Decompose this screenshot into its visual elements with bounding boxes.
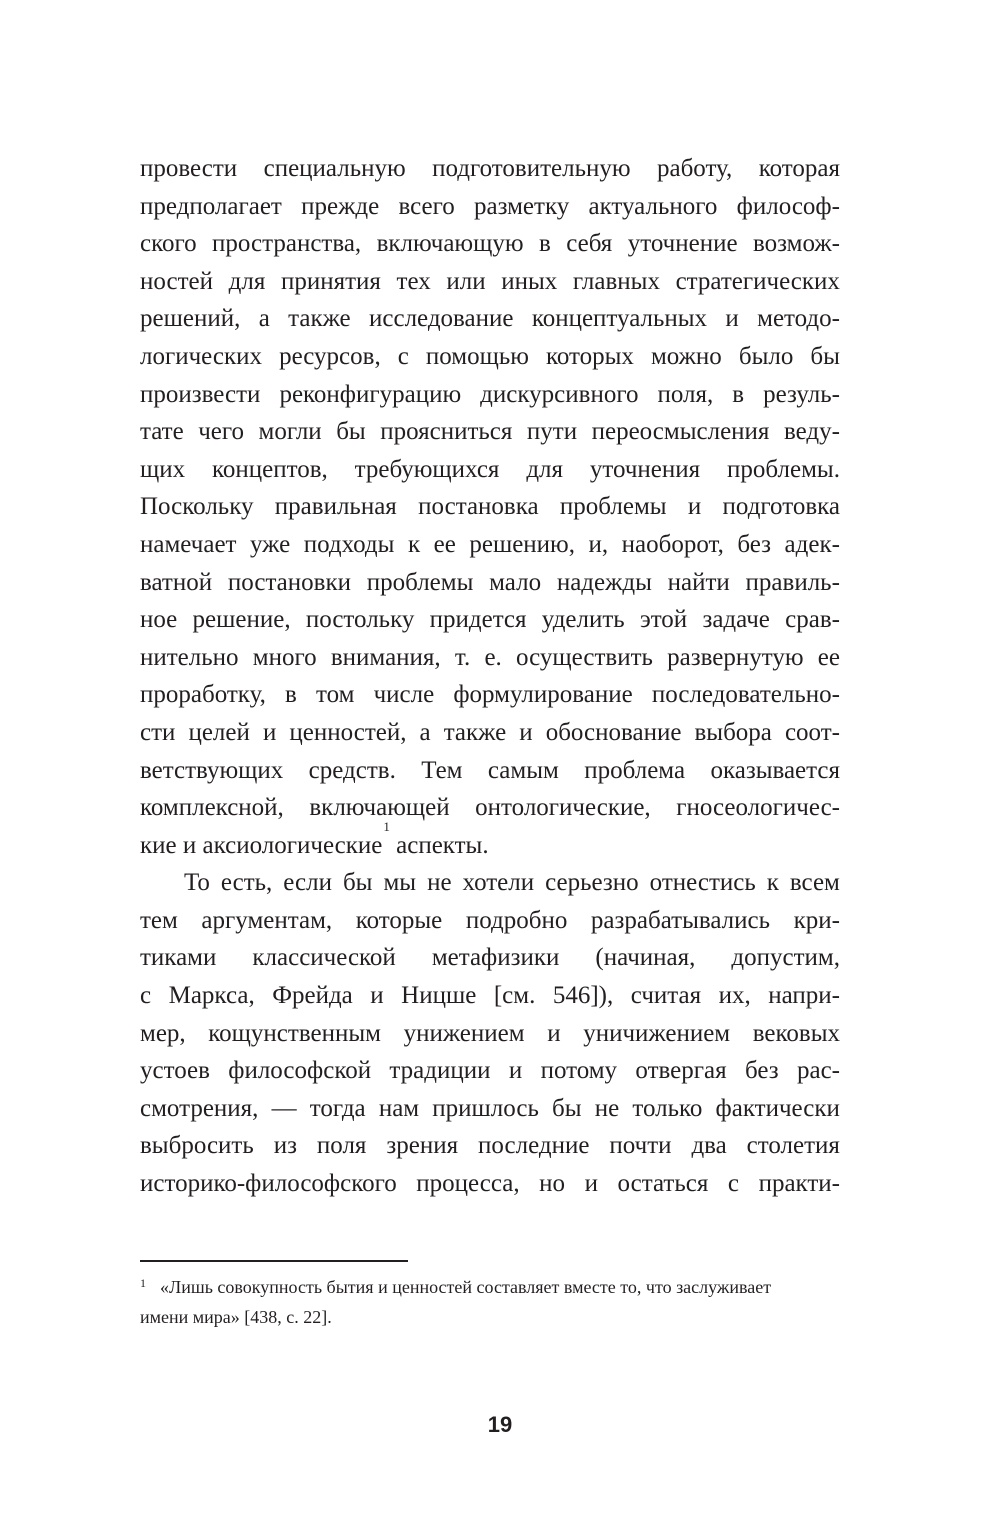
word: себя — [566, 230, 613, 258]
word: ностей — [140, 267, 213, 295]
word: бы — [552, 1094, 582, 1122]
word: осуществить — [516, 643, 653, 671]
word: и, — [588, 530, 609, 558]
main-text — [140, 150, 840, 1203]
word: щих — [140, 455, 186, 483]
word: потому — [540, 1057, 618, 1085]
word: последние — [478, 1132, 590, 1160]
word: срав- — [785, 606, 840, 634]
word: тех — [396, 267, 431, 295]
word: столетия — [746, 1132, 840, 1160]
word: Поскольку — [140, 493, 254, 521]
text-line — [140, 188, 840, 226]
word: решению, — [469, 530, 575, 558]
word: бы — [810, 342, 840, 370]
word: резуль- — [763, 380, 840, 408]
word: ватной — [140, 568, 213, 596]
word: средств. — [308, 756, 396, 784]
word: устоев — [140, 1057, 210, 1085]
word: 546]), — [552, 982, 614, 1010]
word: надежды — [556, 568, 652, 596]
word: в — [538, 230, 551, 258]
word: и — [547, 1019, 561, 1047]
word: формулирование — [453, 681, 633, 709]
text-line — [140, 451, 840, 489]
word: историко-философского — [140, 1170, 397, 1198]
word: которая — [758, 155, 840, 182]
word: уже — [249, 530, 291, 558]
word: задаче — [702, 606, 770, 634]
word: к — [766, 869, 779, 897]
word: главных — [572, 267, 660, 295]
word: постольку — [305, 606, 415, 634]
text-line — [140, 338, 840, 376]
word: онтологические, — [475, 794, 651, 822]
word: том — [315, 681, 355, 709]
text-line — [140, 564, 840, 602]
text-line — [140, 1090, 840, 1128]
word: логических — [140, 342, 263, 370]
word: процесса, — [416, 1170, 520, 1198]
word: отвергая — [635, 1057, 727, 1085]
word: решение, — [192, 606, 291, 634]
word: пришлось — [432, 1094, 539, 1122]
footnote-content — [140, 1273, 771, 1303]
footnote-text: «Лишь совокупность бытия и ценностей составляет вместе то, что заслуживает — [160, 1277, 772, 1297]
word: мало — [489, 568, 542, 596]
word: всего — [398, 192, 455, 220]
word: а — [419, 718, 431, 746]
word: и — [687, 493, 702, 521]
word: переосмысления — [591, 418, 770, 446]
word: гносеологичес- — [676, 794, 840, 822]
word: тиками — [140, 944, 217, 972]
text-line — [140, 413, 840, 451]
word: аргументам, — [201, 906, 333, 934]
text-line — [140, 714, 840, 752]
word: можно — [650, 342, 722, 370]
word: смотрения, — [140, 1094, 259, 1122]
word: считая — [630, 982, 702, 1010]
text-line — [140, 300, 840, 338]
word: два — [691, 1132, 727, 1160]
word: концептуальных — [531, 305, 708, 333]
page-number: 19 — [487, 1412, 513, 1437]
word: подробно — [465, 906, 568, 934]
word: последовательно- — [651, 681, 840, 709]
word: подходы — [303, 530, 395, 558]
word: рас- — [796, 1057, 840, 1085]
word: и — [262, 718, 277, 746]
word: если — [283, 869, 332, 897]
word: отнестись — [649, 869, 756, 897]
text-fragment: аспекты. — [396, 831, 489, 859]
text-line — [140, 376, 840, 414]
word: а — [258, 305, 270, 333]
word: в — [285, 681, 297, 709]
word: ветствующих — [140, 756, 284, 784]
word: проблемы — [366, 568, 474, 596]
footnote-separator — [140, 1260, 408, 1262]
word: мер, — [140, 1019, 186, 1047]
word: реконфигурацию — [279, 380, 462, 408]
word: развернутую — [667, 643, 804, 671]
word: традиции — [389, 1057, 491, 1085]
word: Тем — [421, 756, 463, 784]
word: самым — [487, 756, 559, 784]
word: Ницше — [401, 982, 477, 1010]
word: уделить — [541, 606, 625, 634]
word: соот- — [784, 718, 840, 746]
word: этой — [639, 606, 688, 634]
word: ского — [140, 230, 197, 258]
word: решений, — [140, 305, 241, 333]
word: серьезно — [545, 869, 639, 897]
word: принятия — [280, 267, 381, 295]
word: внимания, — [330, 643, 441, 671]
text-line — [140, 488, 840, 526]
word: без — [737, 530, 772, 558]
word: предполагает — [140, 192, 282, 220]
word: всем — [789, 869, 840, 897]
word: проясниться — [380, 418, 513, 446]
word: концептов, — [212, 455, 328, 483]
text-line — [140, 864, 840, 902]
word: или — [446, 267, 486, 295]
text-line — [140, 150, 840, 188]
word: и — [584, 1170, 598, 1198]
word: включающей — [309, 794, 450, 822]
text-line — [140, 939, 840, 977]
text-line — [140, 752, 840, 790]
word: проблемы. — [727, 455, 840, 483]
word: почти — [609, 1132, 672, 1160]
word: Маркса, — [168, 982, 255, 1010]
word: прежде — [301, 192, 380, 220]
word: актуального — [588, 192, 718, 220]
word: включающую — [376, 230, 524, 258]
word: с — [727, 1170, 740, 1198]
word: ее — [433, 530, 456, 558]
word: допустим, — [731, 944, 840, 972]
word: также — [288, 305, 351, 333]
word: пространства, — [212, 230, 362, 258]
word: исследование — [369, 305, 514, 333]
word: классической — [252, 944, 396, 972]
word: и — [725, 305, 739, 333]
word: ное — [140, 606, 178, 634]
word: придется — [429, 606, 527, 634]
word: фактически — [715, 1094, 840, 1122]
word: То — [184, 869, 210, 897]
text-fragment: кие и аксиологические — [140, 831, 383, 859]
word: проработку, — [140, 681, 266, 709]
word: числе — [373, 681, 435, 709]
word: разрабатывались — [590, 906, 771, 934]
footnote-line — [140, 1273, 840, 1303]
word: метафизики — [431, 944, 560, 972]
word: кощунственным — [208, 1019, 381, 1047]
word: проблемы — [559, 493, 667, 521]
word: много — [252, 643, 317, 671]
word: уничижением — [583, 1019, 731, 1047]
word: специальную — [263, 155, 406, 182]
word: есть, — [220, 869, 273, 897]
word: могли — [258, 418, 322, 446]
word: сти — [140, 718, 176, 746]
text-line — [140, 225, 840, 263]
word: проблема — [584, 756, 686, 784]
word: которых — [545, 342, 634, 370]
word: работу, — [656, 155, 733, 182]
word: возмож- — [753, 230, 840, 258]
word: дискурсивного — [480, 380, 639, 408]
word: и — [370, 982, 384, 1010]
word: нительно — [140, 643, 239, 671]
word: тем — [140, 906, 178, 934]
word: и — [508, 1057, 523, 1085]
word: мы — [383, 869, 417, 897]
text-line — [140, 902, 840, 940]
word: которые — [355, 906, 443, 934]
word: ценностей, — [289, 718, 407, 746]
word: без — [744, 1057, 779, 1085]
word: помощью — [425, 342, 529, 370]
text-line — [140, 676, 840, 714]
word: — — [271, 1094, 297, 1122]
text-line-with-footnote-ref — [140, 818, 840, 865]
word: постановки — [227, 568, 351, 596]
word: чего — [198, 418, 245, 446]
word: бы — [342, 869, 373, 897]
word: провести — [140, 155, 238, 182]
word: философской — [228, 1057, 372, 1085]
word: уточнение — [627, 230, 738, 258]
word: было — [738, 342, 794, 370]
word: для — [228, 267, 266, 295]
word: веду- — [783, 418, 840, 446]
word: намечает — [140, 530, 237, 558]
word: (начиная, — [595, 944, 696, 972]
word: бы — [336, 418, 366, 446]
word: остаться — [617, 1170, 709, 1198]
word: комплексной, — [140, 794, 284, 822]
word: е. — [484, 643, 502, 671]
word: Фрейда — [272, 982, 353, 1010]
word: в — [732, 380, 745, 408]
word: подготовительную — [432, 155, 631, 182]
word: с — [140, 982, 152, 1010]
word: произвести — [140, 380, 261, 408]
footnote-number: 1 — [140, 1276, 146, 1290]
text-line — [140, 789, 840, 827]
word: не — [427, 869, 452, 897]
word: философ- — [736, 192, 840, 220]
word: также — [443, 718, 507, 746]
text-line — [140, 1127, 840, 1165]
word: и — [519, 718, 533, 746]
word: поля — [316, 1132, 367, 1160]
footnote-reference[interactable]: 1 — [383, 818, 390, 834]
word: т. — [454, 643, 471, 671]
word: зрения — [386, 1132, 459, 1160]
word: ресурсов, — [279, 342, 381, 370]
word: не — [594, 1094, 620, 1122]
word: кри- — [793, 906, 840, 934]
word: пути — [526, 418, 578, 446]
word: обоснование — [545, 718, 682, 746]
text-line — [140, 1015, 840, 1053]
word: методо- — [757, 305, 840, 333]
text-line — [140, 977, 840, 1015]
footnote-line: имени мира» [438, с. 22]. — [140, 1307, 332, 1327]
word: тогда — [309, 1094, 366, 1122]
text-line — [140, 1052, 840, 1090]
word: правиль- — [745, 568, 840, 596]
word: наоборот, — [621, 530, 724, 558]
word: правильная — [274, 493, 397, 521]
word: практи- — [758, 1170, 840, 1198]
word: вековых — [752, 1019, 840, 1047]
word: с — [397, 342, 409, 370]
word: их, — [718, 982, 751, 1010]
word: найти — [667, 568, 730, 596]
word: для — [526, 455, 564, 483]
word: иных — [501, 267, 558, 295]
word: постановка — [418, 493, 539, 521]
word: выбросить — [140, 1132, 254, 1160]
word: хотели — [462, 869, 535, 897]
word: унижением — [403, 1019, 525, 1047]
word: подготовка — [722, 493, 840, 521]
text-line — [140, 639, 840, 677]
word: целей — [188, 718, 250, 746]
word: к — [407, 530, 421, 558]
word: оказывается — [710, 756, 840, 784]
word: выбора — [694, 718, 772, 746]
word: тате — [140, 418, 184, 446]
word: ее — [817, 643, 840, 671]
word: из — [273, 1132, 297, 1160]
word: напри- — [768, 982, 840, 1010]
footnote — [140, 1273, 840, 1331]
text-line — [140, 1165, 840, 1203]
word: [см. — [493, 982, 536, 1010]
word: только — [632, 1094, 703, 1122]
text-line — [140, 601, 840, 639]
word: нам — [378, 1094, 420, 1122]
word: поля, — [657, 380, 714, 408]
word: разметку — [473, 192, 570, 220]
text-line — [140, 526, 840, 564]
word: адек- — [784, 530, 840, 558]
word: стратегических — [675, 267, 840, 295]
word: уточнения — [589, 455, 701, 483]
word: но — [539, 1170, 566, 1198]
text-line — [140, 263, 840, 301]
word: требующихся — [354, 455, 500, 483]
